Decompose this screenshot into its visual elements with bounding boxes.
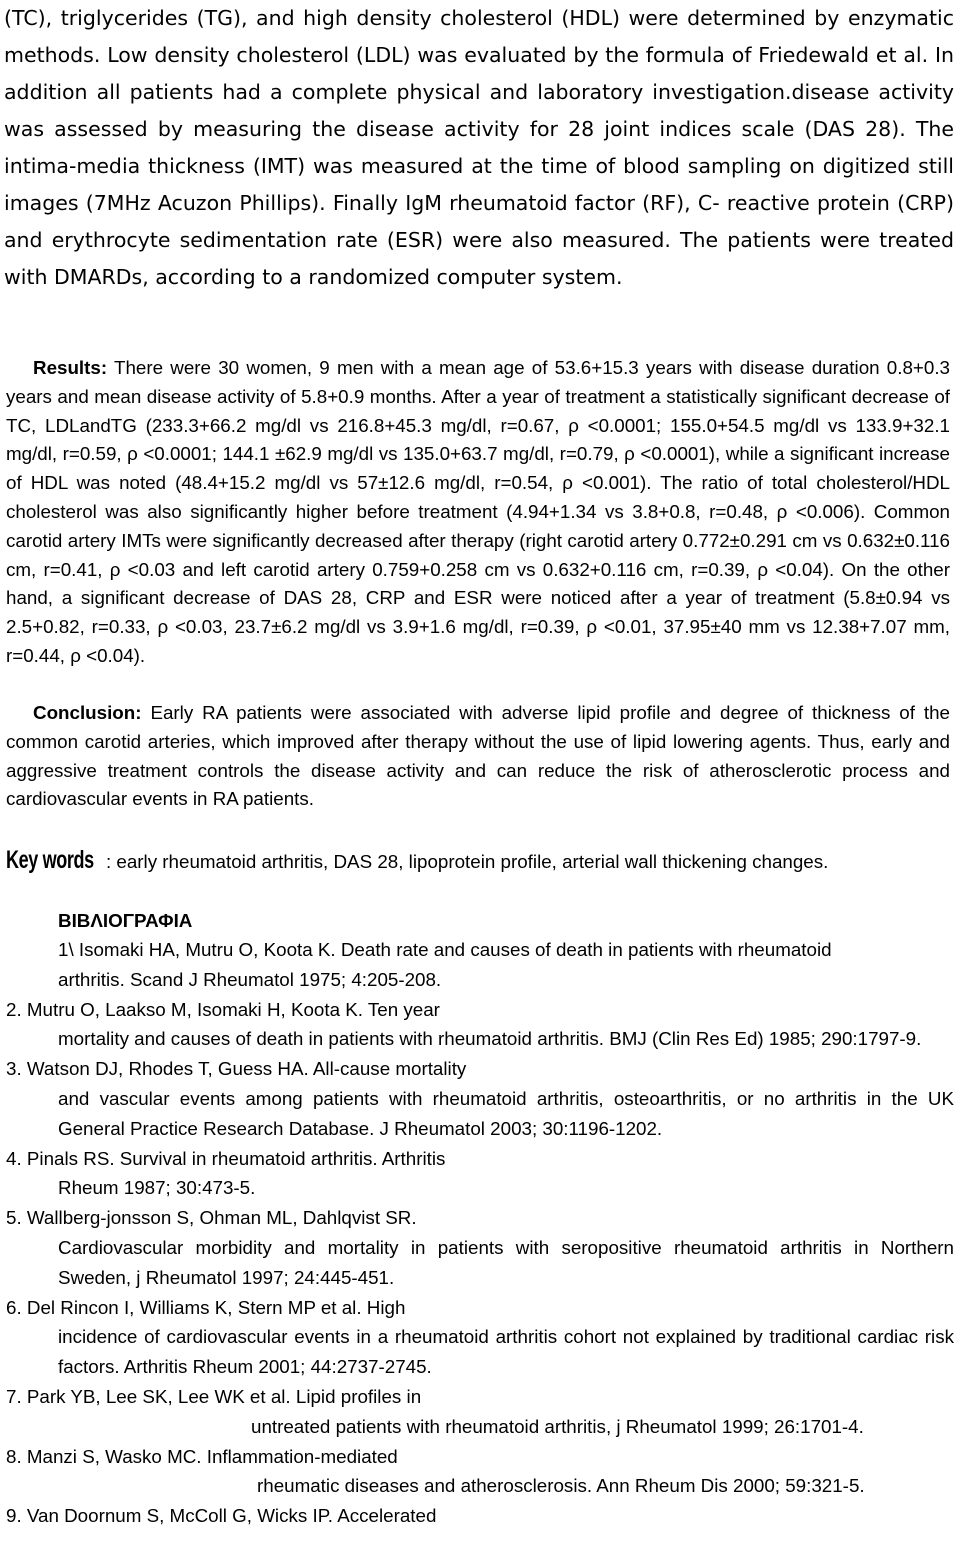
reference-5-continuation: Cardiovascular morbidity and mortality in patients with seropositive rheumatoid arthritis in Northern Sweden, j Rheumatol 1997; 24:445-451. bbox=[58, 1236, 954, 1288]
reference-2-first-line: 2. Mutru O, Laakso M, Isomaki H, Koota K. Ten year bbox=[6, 998, 440, 1020]
reference-4-continuation: Rheum 1987; 30:473-5. bbox=[58, 1177, 256, 1199]
conclusion-label: Conclusion: bbox=[33, 702, 142, 723]
reference-5-first-line: 5. Wallberg-jonsson S, Ohman ML, Dahlqvist SR. bbox=[6, 1207, 417, 1229]
conclusion-text: Early RA patients were associated with adverse lipid profile and degree of thickness of the common carotid arteries, which improved after therapy without the use of lipid lowering agents. Thus, early and aggressive treatment controls the disease activity and can reduce the risk of atherosclerotic process and cardiovascular events in RA patients. bbox=[6, 702, 950, 810]
results-text: There were 30 women, 9 men with a mean age of 53.6+15.3 years with disease duration 0.8+0.3 years and mean disease activity of 5.8+0.9 months. After a year of treatment a statistically significant decrease of TC, LDLandTG (233.3+66.2 mg/dl vs 216.8+45.3 mg/dl, r=0.67, ρ <0.0001; 155.0+54.5 mg/dl vs 133.9+32.1 mg/dl, r=0.59, ρ <0.0001; 144.1 ±62.9 mg/dl vs 135.0+63.7 mg/dl, r=0.79, ρ <0.0001), while a significant increase of HDL was noted (48.4+15.2 mg/dl vs 57±12.6 mg/dl, r=0.54, ρ <0.001). The ratio of total cholesterol/HDL cholesterol was also significantly higher before treatment (4.94+1.34 vs 3.8+0.8, r=0.48, ρ <0.006). Common carotid artery IMTs were significantly decreased after therapy (right carotid artery 0.772±0.291 cm vs 0.632±0.116 cm, r=0.41, ρ <0.03 and left carotid artery 0.759+0.258 cm vs 0.632+0.116 cm, r=0.39, ρ <0.04). On the other hand, a significant decrease of DAS 28, CRP and ESR were noticed after a year of treatment (5.8±0.94 vs 2.5+0.82, r=0.33, ρ <0.03, 23.7±6.2 mg/dl vs 3.9+1.6 mg/dl, r=0.39, ρ <0.01, 37.95±40 mm vs 12.38+7.07 mm, r=0.44, ρ <0.04). bbox=[6, 357, 950, 666]
reference-1-first-line: 1\ Isomaki HA, Mutru O, Koota K. Death rate and causes of death in patients with rheumatoid bbox=[58, 939, 832, 960]
methods-paragraph: (TC), triglycerides (TG), and high density cholesterol (HDL) were determined by enzymatic methods. Low density cholesterol (LDL) was evaluated by the formula of Friedewald et al. In addition all patients had a complete physical and laboratory investigation.disease activity was assessed by measuring the disease activity for 28 joint indices scale (DAS 28). The intima-media thickness (IMT) was measured at the time of blood sampling on digitized still images (7MHz Acuzon Phillips). Finally IgM rheumatoid factor (RF), C- reactive protein (CRP) and erythrocyte sedimentation rate (ESR) were also measured. The patients were treated with DMARDs, according to a randomized computer system. bbox=[4, 6, 954, 289]
reference-4-first-line: 4. Pinals RS. Survival in rheumatoid arthritis. Arthritis bbox=[6, 1147, 446, 1169]
reference-9-first-line: 9. Van Doornum S, McColl G, Wicks IP. Accelerated bbox=[6, 1505, 437, 1527]
reference-item-3 bbox=[0, 1054, 954, 1143]
reference-item-2 bbox=[0, 995, 954, 1055]
conclusion-paragraph bbox=[6, 699, 950, 814]
reference-item-5 bbox=[0, 1203, 954, 1292]
results-paragraph bbox=[6, 354, 950, 671]
reference-item-7 bbox=[0, 1382, 954, 1442]
keywords-text: : early rheumatoid arthritis, DAS 28, lipoprotein profile, arterial wall thickening changes. bbox=[105, 851, 829, 872]
reference-2-continuation: mortality and causes of death in patients with rheumatoid arthritis. BMJ (Clin Res Ed) 1985; 290:1797-9. bbox=[58, 1028, 922, 1050]
reference-7-continuation: untreated patients with rheumatoid arthritis, j Rheumatol 1999; 26:1701-4. bbox=[251, 1415, 864, 1437]
reference-6-first-line: 6. Del Rincon I, Williams K, Stern MP et al. High bbox=[6, 1296, 406, 1318]
keywords-label: Key words bbox=[6, 846, 94, 874]
reference-6-continuation: incidence of cardiovascular events in a rheumatoid arthritis cohort not explained by traditional cardiac risk factors. Arthritis Rheum 2001; 44:2737-2745. bbox=[58, 1326, 954, 1378]
reference-1-continuation: arthritis. Scand J Rheumatol 1975; 4:205-208. bbox=[58, 968, 442, 990]
reference-item-9 bbox=[0, 1501, 954, 1531]
results-label: Results: bbox=[33, 357, 108, 378]
reference-8-continuation: rheumatic diseases and atherosclerosis. Ann Rheum Dis 2000; 59:321-5. bbox=[257, 1475, 865, 1497]
reference-3-first-line: 3. Watson DJ, Rhodes T, Guess HA. All-cause mortality bbox=[6, 1058, 467, 1080]
reference-item-6 bbox=[0, 1293, 954, 1382]
reference-7-first-line: 7. Park YB, Lee SK, Lee WK et al. Lipid profiles in bbox=[6, 1385, 422, 1407]
keywords-line bbox=[6, 843, 950, 879]
reference-item-8 bbox=[0, 1442, 954, 1502]
reference-list bbox=[0, 935, 960, 1531]
reference-item-1 bbox=[0, 935, 954, 995]
reference-item-4 bbox=[0, 1144, 954, 1204]
bibliography-title: ΒΙΒΛΙΟΓΡΑΦΙΑ bbox=[58, 910, 193, 931]
reference-3-continuation: and vascular events among patients with rheumatoid arthritis, osteoarthritis, or no arthritis in the UK General Practice Research Database. J Rheumatol 2003; 30:1196-1202. bbox=[58, 1087, 954, 1139]
reference-8-first-line: 8. Manzi S, Wasko MC. Inflammation-mediated bbox=[6, 1445, 398, 1467]
